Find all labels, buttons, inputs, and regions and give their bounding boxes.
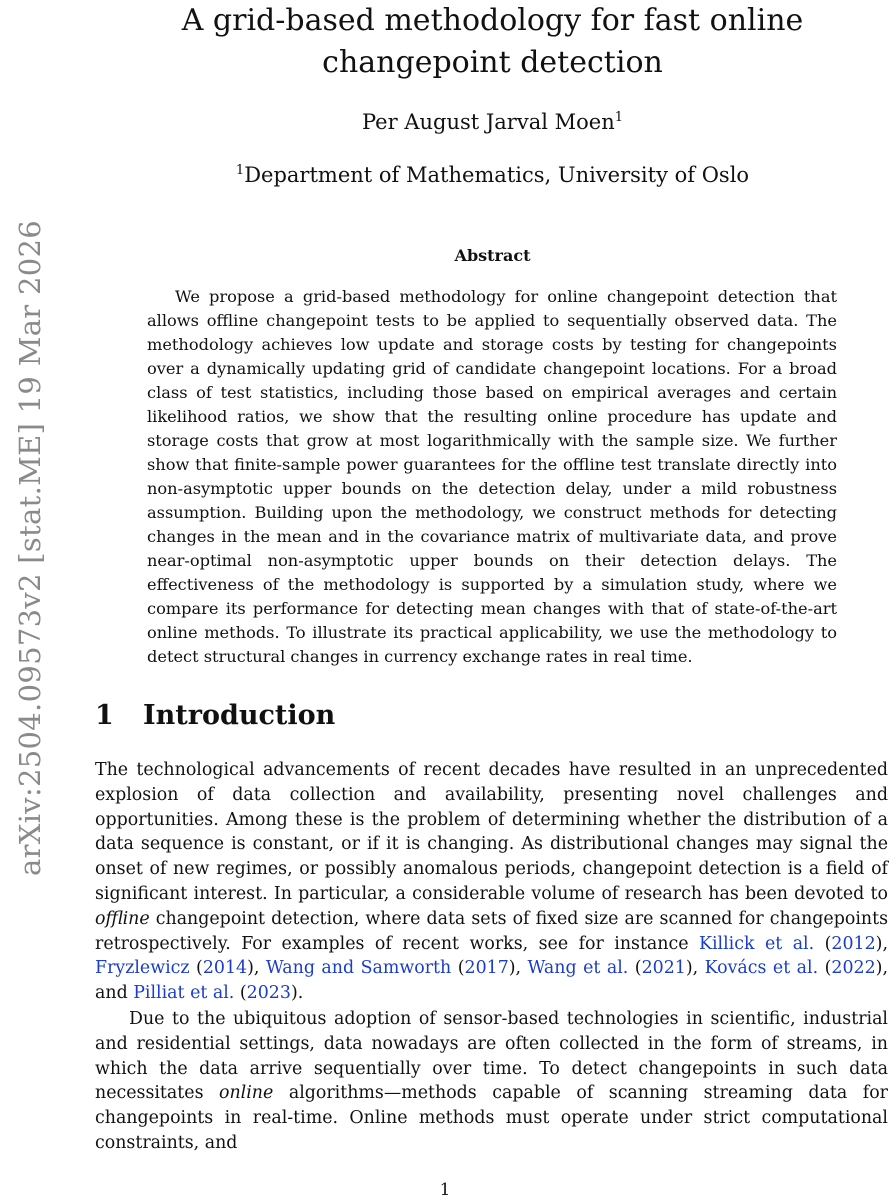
paragraph-text: The technological advancements of recent decades have resulted in an unprecedented explosion of data collection and availability, presenting novel challenges and opportunities. Among these is the problem of determining whether the distribution of a data sequence is constant, or if it is changing. As distributional changes may signal the onset of new regimes, or possibly anomalous periods, changepoint detection is a field of significant interest. In particular, a considerable volume of research has been devoted to	[95, 760, 888, 904]
paragraph-text: Due to the ubiquitous adoption of sensor-based technologies in scientific, industrial and residential settings, data nowadays are often collected in the form of streams, in which the data arrive sequentially over time. To detect changepoints in such data necessitates	[95, 1008, 888, 1104]
abstract-text: We propose a grid-based methodology for online changepoint detection that allows offline changepoint tests to be applied to sequentially observed data. The methodology achieves low update and storage costs by testing for changepoints over a dynamically updating grid of candidate changepoint locations. For a broad class of test statistics, including those based on empirical averages and certain likelihood ratios, we show that the resulting online procedure has update and storage costs that grow at most logarithmically with the sample size. We further show that finite-sample power guarantees for the offline test translate directly into non-asymptotic upper bounds on the detection delay, under a mild robustness assumption. Building upon the methodology, we construct methods for detecting changes in the mean and in the covariance matrix of multivariate data, and prove near-optimal non-asymptotic upper bounds on their detection delays. The effectiveness of the methodology is supported by a simulation study, where we compare its performance for detecting mean changes with that of state-of-the-art online methods. To illustrate its practical applicability, we use the methodology to detect structural changes in currency exchange rates in real time.	[147, 287, 837, 666]
affiliation-mark: 1	[235, 163, 245, 178]
affiliation-text: Department of Mathematics, University of Oslo	[244, 163, 750, 187]
citation-year-link[interactable]: 2022	[831, 958, 876, 979]
author-affiliation-mark: 1	[614, 110, 623, 125]
citation-link[interactable]: Wang et al.	[527, 958, 629, 979]
author-name: Per August Jarval Moen	[361, 110, 615, 134]
arxiv-identifier: arXiv:2504.09573v2 [stat.ME] 19 Mar 2026	[13, 220, 47, 876]
citation-year-link[interactable]: 2021	[641, 958, 686, 979]
affiliation-line	[95, 163, 890, 187]
intro-paragraph-2	[95, 1007, 888, 1156]
paragraph-text: algorithms—methods capable of scanning streaming data for changepoints in real-time. Online methods must operate under strict computational constraints, and	[95, 1083, 888, 1153]
citation-year-link[interactable]: 2017	[464, 958, 509, 979]
citation-link[interactable]: Kovács et al.	[704, 958, 819, 979]
paper-title: A grid-based methodology for fast online changepoint detection	[181, 3, 804, 80]
citation-link[interactable]: Wang and Samworth	[265, 958, 452, 979]
citation-year-link[interactable]: 2012	[831, 933, 876, 954]
citation-link[interactable]: Killick et al.	[698, 933, 815, 954]
section-title: Introduction	[143, 700, 336, 731]
abstract-heading: Abstract	[454, 246, 531, 265]
section-number: 1	[95, 700, 114, 731]
citation-link[interactable]: Fryzlewicz	[95, 958, 190, 979]
emphasis-online: online	[219, 1083, 274, 1104]
citation-year-link[interactable]: 2014	[202, 958, 248, 979]
paragraph-text: and	[95, 983, 128, 1004]
emphasis-offline: offline	[95, 908, 150, 929]
section-body	[95, 758, 888, 1156]
citation-link[interactable]: Pilliat et al.	[133, 983, 235, 1004]
author-line	[95, 110, 890, 134]
citation-year-link[interactable]: 2023	[246, 983, 291, 1004]
intro-paragraph-1: The technological advancements of recent decades have resulted in an unprecedented explosion of data collection and availability, presenting novel challenges and opportunities. Among these is the problem of determining whether the distribution of a data sequence is constant, or if it is changing. As distributional changes may signal the onset of new regimes, or possibly anomalous periods, changepoint detection is a field of significant interest. In particular, a considerable volume of research has been devoted to offline changepoint detection, where data sets of fixed size are scanned for changepoints retrospectively. For examples of recent works, see for instance Killick et al. (2012), Fryzlewicz (2014), Wang and Samworth (2017), Wang et al. (2021), Kovács et al. (2022), and Pilliat et al. (2023).	[95, 760, 888, 1004]
page-number: 1	[439, 1180, 451, 1200]
section-heading	[95, 700, 335, 731]
paragraph-text: changepoint detection, where data sets of fixed size are scanned for changepoints retrospectively. For examples of recent works, see for instance	[95, 908, 888, 954]
